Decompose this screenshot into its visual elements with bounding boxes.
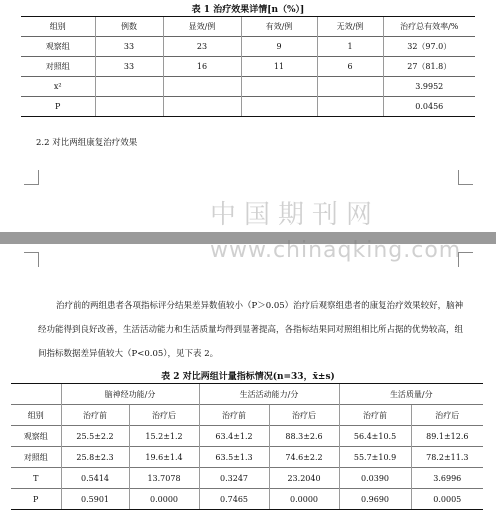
table-cell: 25.5±2.2 [61, 426, 129, 447]
header-cell: 显效/例 [163, 17, 241, 37]
table-cell: 56.4±10.5 [339, 426, 411, 447]
table1 [21, 16, 475, 117]
table-cell: 6 [317, 57, 383, 77]
table-cell: 63.5±1.3 [199, 447, 269, 468]
table-cell: 27（81.8） [383, 57, 475, 77]
table-cell [163, 97, 241, 117]
table-cell: 对照组 [11, 447, 61, 468]
table-cell [317, 77, 383, 97]
table-cell: 0.0390 [339, 468, 411, 489]
page-corner-mark [24, 170, 39, 185]
table-cell: 19.6±1.4 [129, 447, 199, 468]
table-row [11, 426, 483, 447]
header-cell: 治疗前 [61, 405, 129, 426]
table-cell: 13.7078 [129, 468, 199, 489]
table-cell: 11 [241, 57, 317, 77]
table-cell: 0.3247 [199, 468, 269, 489]
table-cell: 1 [317, 37, 383, 57]
header-cell: 组别 [11, 405, 61, 426]
header-cell: 无效/例 [317, 17, 383, 37]
page-corner-mark [24, 252, 39, 267]
header-cell: 治疗后 [129, 405, 199, 426]
header-cell: 治疗总有效率/% [383, 17, 475, 37]
table-cell: 89.1±12.6 [411, 426, 483, 447]
table-cell: 0.7465 [199, 489, 269, 510]
table-cell: 9 [241, 37, 317, 57]
table-row [21, 97, 475, 117]
table-cell: 0.5414 [61, 468, 129, 489]
table-cell: 88.3±2.6 [269, 426, 339, 447]
table-row [11, 468, 483, 489]
table-row [21, 37, 475, 57]
watermark-title: 中国期刊网 [210, 200, 381, 230]
table-cell: 0.0456 [383, 97, 475, 117]
table-cell [163, 77, 241, 97]
table-cell: 0.0000 [269, 489, 339, 510]
table-cell: 23.2040 [269, 468, 339, 489]
table-cell: 33 [95, 57, 163, 77]
group-header-cell: 生活活动能力/分 [199, 384, 339, 405]
body-paragraph: 治疗前的两组患者各项指标评分结果差异数值较小（P＞0.05）治疗后观察组患者的康复治疗效果较好，脑神经功能得到良好改善，生活活动能力和生活质量均得到显著提高，各指标结果同对照组相比所占据的优势较高，组间指标数据差异值较大（P<0.05），见下表 2。 [38, 301, 464, 359]
table-cell: 3.6996 [411, 468, 483, 489]
table-cell: 观察组 [21, 37, 95, 57]
table-row [21, 57, 475, 77]
table-row [11, 489, 483, 510]
table-cell [241, 97, 317, 117]
table-cell: P [21, 97, 95, 117]
header-cell [11, 384, 61, 405]
table-cell: 0.5901 [61, 489, 129, 510]
table-group-header-row [11, 384, 483, 405]
table-cell [317, 97, 383, 117]
table-cell [95, 97, 163, 117]
table-cell [241, 77, 317, 97]
table-header-row [11, 405, 483, 426]
table-row [11, 447, 483, 468]
table-cell: 0.9690 [339, 489, 411, 510]
table1-caption: 表 1 治疗效果详情[n（%）] [191, 5, 305, 15]
table-cell: 74.6±2.2 [269, 447, 339, 468]
table-cell: 3.9952 [383, 77, 475, 97]
table-cell: 78.2±11.3 [411, 447, 483, 468]
group-header-cell: 生活质量/分 [339, 384, 483, 405]
header-cell: 例数 [95, 17, 163, 37]
header-cell: 治疗前 [199, 405, 269, 426]
table-cell: 23 [163, 37, 241, 57]
table2 [11, 383, 483, 510]
table-cell: 63.4±1.2 [199, 426, 269, 447]
table-cell: 33 [95, 37, 163, 57]
table-cell [95, 77, 163, 97]
table-cell: 16 [163, 57, 241, 77]
table-row [21, 77, 475, 97]
document-page-bottom [0, 244, 496, 522]
table-cell: T [11, 468, 61, 489]
header-cell: 有效/例 [241, 17, 317, 37]
group-header-cell: 脑神经功能/分 [61, 384, 199, 405]
table-header-row [21, 17, 475, 37]
header-cell: 组别 [21, 17, 95, 37]
header-cell: 治疗后 [269, 405, 339, 426]
table-cell: 32（97.0） [383, 37, 475, 57]
table2-caption: 表 2 对比两组计量指标情况(n=33，x̄±s) [161, 372, 335, 382]
watermark-url: www.chinaqking.com [210, 238, 462, 263]
header-cell: 治疗前 [339, 405, 411, 426]
section-heading: 2.2 对比两组康复治疗效果 [36, 138, 138, 148]
header-cell: 治疗后 [411, 405, 483, 426]
table-cell: x² [21, 77, 95, 97]
table-cell: 0.0005 [411, 489, 483, 510]
table-cell: 0.0000 [129, 489, 199, 510]
table-cell: 25.8±2.3 [61, 447, 129, 468]
table-cell: 15.2±1.2 [129, 426, 199, 447]
page-corner-mark [458, 170, 473, 185]
table-cell: P [11, 489, 61, 510]
table-cell: 观察组 [11, 426, 61, 447]
table-cell: 对照组 [21, 57, 95, 77]
table-cell: 55.7±10.9 [339, 447, 411, 468]
